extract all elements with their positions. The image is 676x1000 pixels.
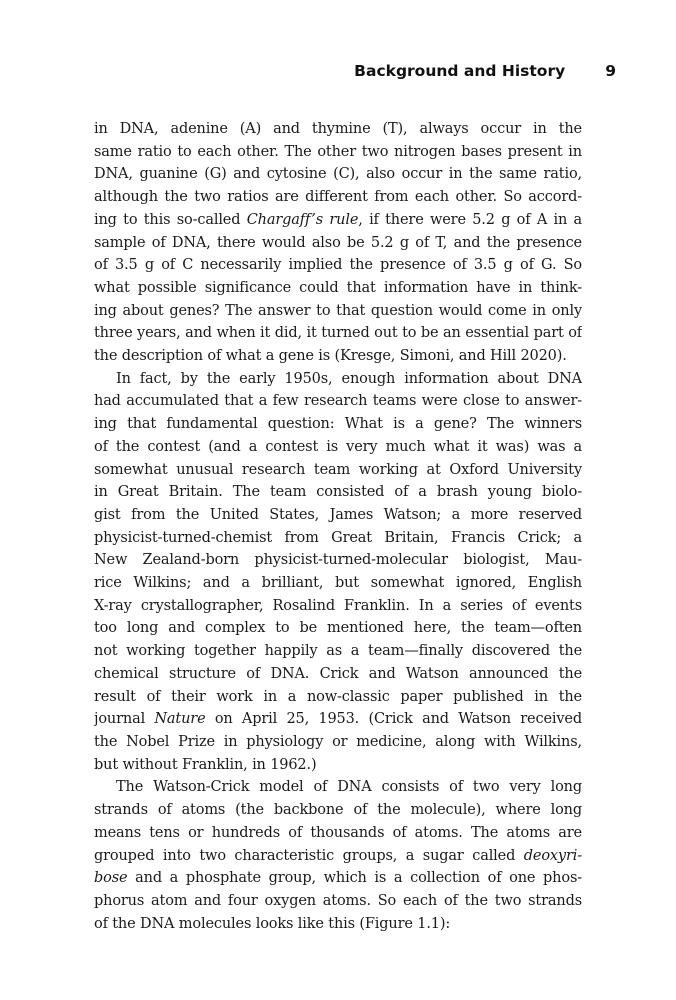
text-line: in DNA, adenine (A) and thymine (T), always occur in the [94,121,582,137]
text-line: phorus atom and four oxygen atoms. So each of the two strands [94,892,582,909]
text-line: sample of DNA, there would also be 5.2 g of T, and the presence [94,234,582,251]
body-text [94,118,582,935]
text-line: rice Wilkins; and a brilliant, but somewhat ignored, English [94,575,582,592]
text-line: but without Franklin, in 1962.) [94,756,317,773]
text-line: the Nobel Prize in physiology or medicine, along with Wilkins, [94,733,582,750]
text-line: although the two ratios are different from each other. So accord- [94,189,582,206]
text-line: ing about genes? The answer to that question would come in only [94,302,582,319]
text-line: The Watson-Crick model of DNA consists of two very long [116,779,582,796]
text-line: X-ray crystallographer, Rosalind Franklin. In a series of events [94,597,582,614]
paragraph [94,368,582,777]
running-head-title: Background and History [354,62,566,80]
text-line: ing to this so-called Chargaff’s rule, if there were 5.2 g of A in a [94,211,582,228]
text-line: what possible significance could that information have in think- [94,279,582,296]
text-line: bose and a phosphate group, which is a collection of one phos- [94,870,582,887]
text-line: chemical structure of DNA. Crick and Watson announced the [94,665,582,682]
text-line: of the contest (and a contest is very much what it was) was a [94,438,582,455]
page-number: 9 [605,62,616,80]
italic-term: deoxyri- [523,847,582,864]
italic-term: Nature [154,711,206,728]
text-line: New Zealand-born physicist-turned-molecular biologist, Mau- [94,552,582,569]
text-line: the description of what a gene is (Kresge, Simoni, and Hill 2020). [94,348,567,365]
text-line: means tens or hundreds of thousands of atoms. The atoms are [94,824,582,841]
text-line: had accumulated that a few research teams were close to answer- [94,393,582,410]
text-line: grouped into two characteristic groups, a sugar called deoxyri- [94,847,582,864]
text-line: too long and complex to be mentioned here, the team—often [94,620,582,637]
italic-term: Chargaff’s rule [246,211,359,228]
text-line: result of their work in a now-classic paper published in the [94,688,582,705]
text-line: physicist-turned-chemist from Great Britain, Francis Crick; a [94,529,582,546]
italic-term: bose [94,870,128,887]
text-line: of the DNA molecules looks like this (Figure 1.1): [94,915,451,932]
text-line: strands of atoms (the backbone of the molecule), where long [94,802,582,819]
text-line: ing that fundamental question: What is a gene? The winners [94,416,582,433]
text-line: three years, and when it did, it turned out to be an essential part of [94,325,582,342]
text-line: same ratio to each other. The other two nitrogen bases present in [94,143,582,160]
text-line: in Great Britain. The team consisted of a brash young biolo- [94,484,582,501]
text-line: journal Nature on April 25, 1953. (Crick and Watson received [94,711,582,728]
text-line: DNA, guanine (G) and cytosine (C), also occur in the same ratio, [94,166,582,183]
paragraph [94,118,582,368]
text-line: not working together happily as a team—finally discovered the [94,643,582,660]
text-line: of 3.5 g of C necessarily implied the presence of 3.5 g of G. So [94,257,582,274]
text-line: somewhat unusual research team working at Oxford University [94,461,582,478]
paragraph [94,776,582,935]
text-line: In fact, by the early 1950s, enough information about DNA [116,370,582,387]
text-line: gist from the United States, James Watson; a more reserved [94,506,582,523]
running-head [354,62,616,80]
